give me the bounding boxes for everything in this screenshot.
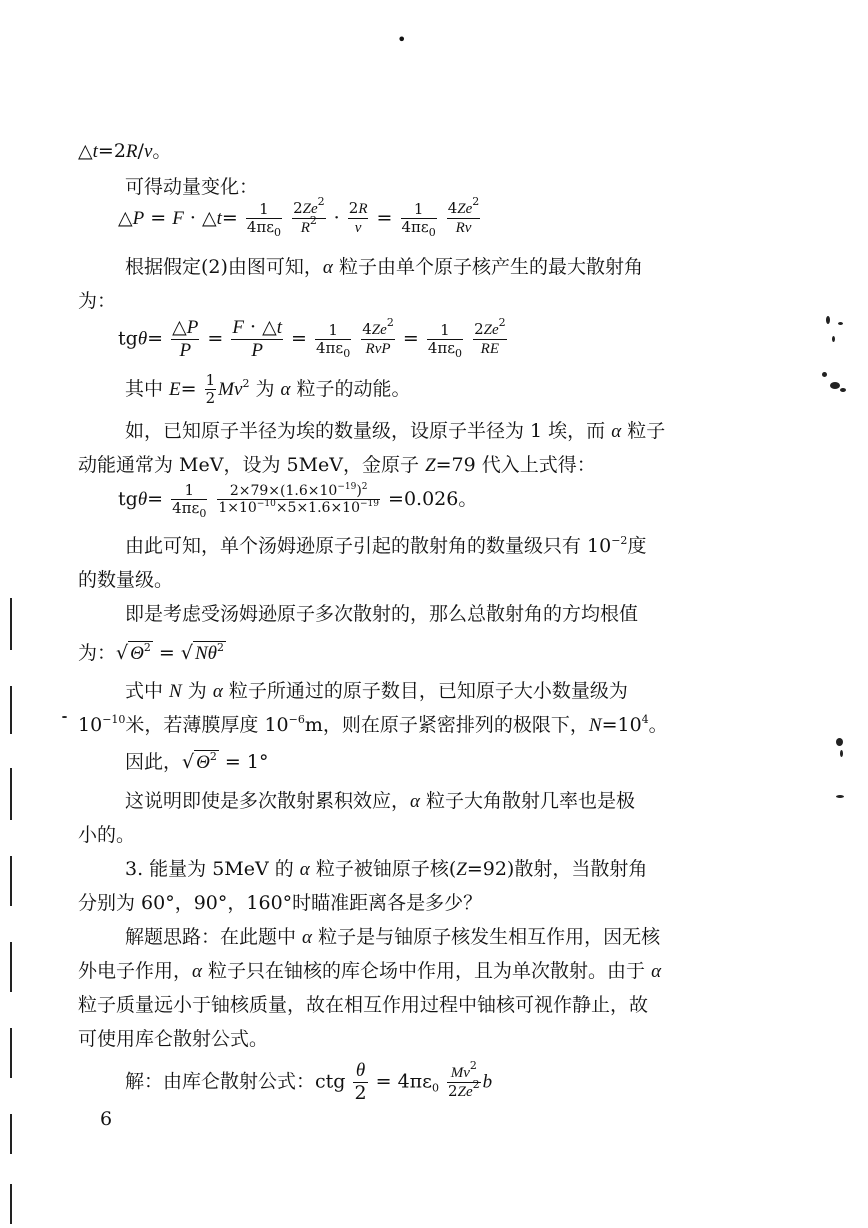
problem-3-line2: 分别为 60°，90°，160°时瞄准距离各是多少？ <box>78 892 483 914</box>
solution-formula: 解：由库仑散射公式：ctg $\frac{\theta}{2}$ = $4\pi\varepsilon_0$ $\frac{Mv^2}{2Ze^2}$ b <box>125 1058 493 1104</box>
fraction-4ze2-over-rvp: $\frac{4Ze^2}{\text{RvP}}$ <box>362 315 394 357</box>
scan-speck <box>840 388 846 392</box>
fraction-2ze2-over-re: $\frac{2Ze^2}{RE}$ <box>474 315 506 357</box>
scan-edge-mark <box>10 1028 12 1078</box>
scan-speck <box>836 795 844 798</box>
scan-speck <box>826 316 830 324</box>
page-number: 6 <box>100 1108 113 1130</box>
paragraph-conclusion-line2: 小的。 <box>78 824 136 846</box>
sqrt-mean-theta-squared: √ $\Theta^2$ <box>116 641 151 664</box>
fraction-one-over-4pi-eps0: $\frac{1}{4\pi\varepsilon_0}$ <box>401 200 436 240</box>
paragraph-example-line2: 动能通常为 MeV，设为 5MeV，金原子 Z=79 代入上式得： <box>78 454 596 476</box>
fraction-one-half: $\frac{1}{2}$ <box>205 371 216 408</box>
fraction-delta-p-over-p: $\frac{\triangle P}{P}$ <box>172 316 199 361</box>
fraction-numeric-substitution: $\frac{2\times 79\times(1.6\times 10^{-19})^2}{1\times 10^{-10}\times 5\times 1.6\times 10^{-19}}$ <box>218 482 379 517</box>
paragraph-multiple-line2: 为：√ $\Theta^2$ = √ $N\theta^2$ <box>78 641 224 664</box>
scan-speck <box>830 382 840 389</box>
paragraph-momentum: 可得动量变化： <box>125 176 259 198</box>
formula-tg-theta: tgθ= $\frac{\triangle P}{P}$ = $\frac{F \cdot \triangle t}{P}$ = $\frac{1}{4\pi\varepsilon_0}$ $\frac{4Ze^2}{\text{RvP}}$ = $\frac{1}{4\pi\varepsilon_0}$ $\frac{2Ze^2}{RE}$ <box>118 315 506 361</box>
sqrt-mean-theta-squared: √ $\Theta^2$ <box>182 750 217 773</box>
fraction-one-over-4pi-eps0: $\frac{1}{4\pi\varepsilon_0}$ <box>172 481 207 521</box>
paragraph-approach-line4: 可使用库仑散射公式。 <box>78 1028 269 1050</box>
paragraph-single-line1: 由此可知，单个汤姆逊原子引起的散射角的数量级只有 $10^{-2}$度 <box>125 534 647 557</box>
fraction-one-over-4pi-eps0: $\frac{1}{4\pi\varepsilon_0}$ <box>316 320 351 360</box>
paragraph-example-line1: 如，已知原子半径为埃的数量级，设原子半径为 1 埃，而 α 粒子 <box>125 420 666 442</box>
paragraph-multiple-line1: 即是考虑受汤姆逊原子多次散射的，那么总散射角的方均根值 <box>125 603 639 625</box>
sqrt-n-theta-squared: √ $N\theta^2$ <box>180 641 224 664</box>
formula-delta-t: △t=2R/v。 <box>78 140 172 162</box>
scan-edge-mark <box>10 1114 12 1154</box>
formula-delta-p: △P = F · △t= $\frac{1}{4\pi\varepsilon_0}$ $\frac{2Ze^2}{R^2}$ · $\frac{2R}{v}$ = $\frac{1}{4\pi\varepsilon_0}$ $\frac{4Ze^2}{Rv}$ <box>118 195 480 240</box>
paragraph-single-line2: 的数量级。 <box>78 569 174 591</box>
problem-3-line1: 3. 能量为 5MeV 的 α 粒子被铀原子核(Z=92)散射，当散射角 <box>125 858 648 880</box>
fraction-mv2-over-2ze2: $\frac{Mv^2}{2Ze^2}$ <box>448 1058 480 1100</box>
paragraph-note-line1: 式中 N 为 α 粒子所通过的原子数目，已知原子大小数量级为 <box>125 680 628 702</box>
paragraph-assumption-line2: 为： <box>78 290 117 312</box>
paragraph-energy: 其中 E= $\frac{1}{2}$ Mv$^2$ 为 α 粒子的动能。 <box>125 371 411 408</box>
paragraph-therefore: 因此，√ $\Theta^2 = 1^\circ$ <box>125 750 269 773</box>
paragraph-approach-line3: 粒子质量远小于铀核质量，故在相互作用过程中铀核可视作静止，故 <box>78 994 649 1016</box>
scan-speck <box>838 322 843 325</box>
scan-speck <box>822 372 827 377</box>
fraction-2r-over-v: $\frac{2R}{v}$ <box>348 199 368 237</box>
scan-edge-mark <box>10 1184 12 1224</box>
scan-edge-mark <box>10 686 12 734</box>
fraction-theta-over-2: $\frac{\theta}{2}$ <box>354 1060 367 1104</box>
scan-edge-mark <box>10 856 12 906</box>
paragraph-conclusion-line1: 这说明即使是多次散射累积效应，α 粒子大角散射几率也是极 <box>125 790 636 812</box>
scan-edge-mark <box>10 942 12 992</box>
paragraph-note-line2: $10^{-10}$米，若薄膜厚度 $10^{-6}m$，则在原子紧密排列的极限下，$N=10^4$。 <box>78 713 668 736</box>
scan-edge-mark <box>10 598 12 650</box>
scan-speck <box>832 336 835 342</box>
scan-speck <box>62 716 67 718</box>
paragraph-assumption-line1: 根据假定(2)由图可知，α 粒子由单个原子核产生的最大散射角 <box>125 256 643 278</box>
fraction-one-over-4pi-eps0: $\frac{1}{4\pi\varepsilon_0}$ <box>246 200 282 240</box>
header-dot: • <box>397 30 407 49</box>
fraction-one-over-4pi-eps0: $\frac{1}{4\pi\varepsilon_0}$ <box>427 320 463 360</box>
fraction-f-dt-over-p: $\frac{F \cdot \triangle t}{P}$ <box>232 316 282 361</box>
paragraph-approach-line2: 外电子作用，α 粒子只在铀核的库仑场中作用，且为单次散射。由于 α <box>78 960 662 982</box>
result-value: =0.026。 <box>388 487 478 510</box>
scan-speck <box>840 750 843 757</box>
scan-edge-mark <box>10 768 12 820</box>
formula-tg-theta-value: tgθ= $\frac{1}{4\pi\varepsilon_0}$ $\frac{2\times 79\times(1.6\times 10^{-19})^2}{1\times 10^{-10}\times 5\times 1.6\times 10^{-19}}$ =0.026。 <box>118 481 478 521</box>
fraction-2ze2-over-r2: $\frac{2Ze^2}{R^2}$ <box>293 195 325 237</box>
paragraph-approach-line1: 解题思路：在此题中 α 粒子是与铀原子核发生相互作用，因无核 <box>125 926 661 948</box>
delta-symbol: △ <box>78 140 93 162</box>
scan-speck <box>836 738 843 746</box>
fraction-4ze2-over-rv: $\frac{4Ze^2}{Rv}$ <box>447 195 480 237</box>
